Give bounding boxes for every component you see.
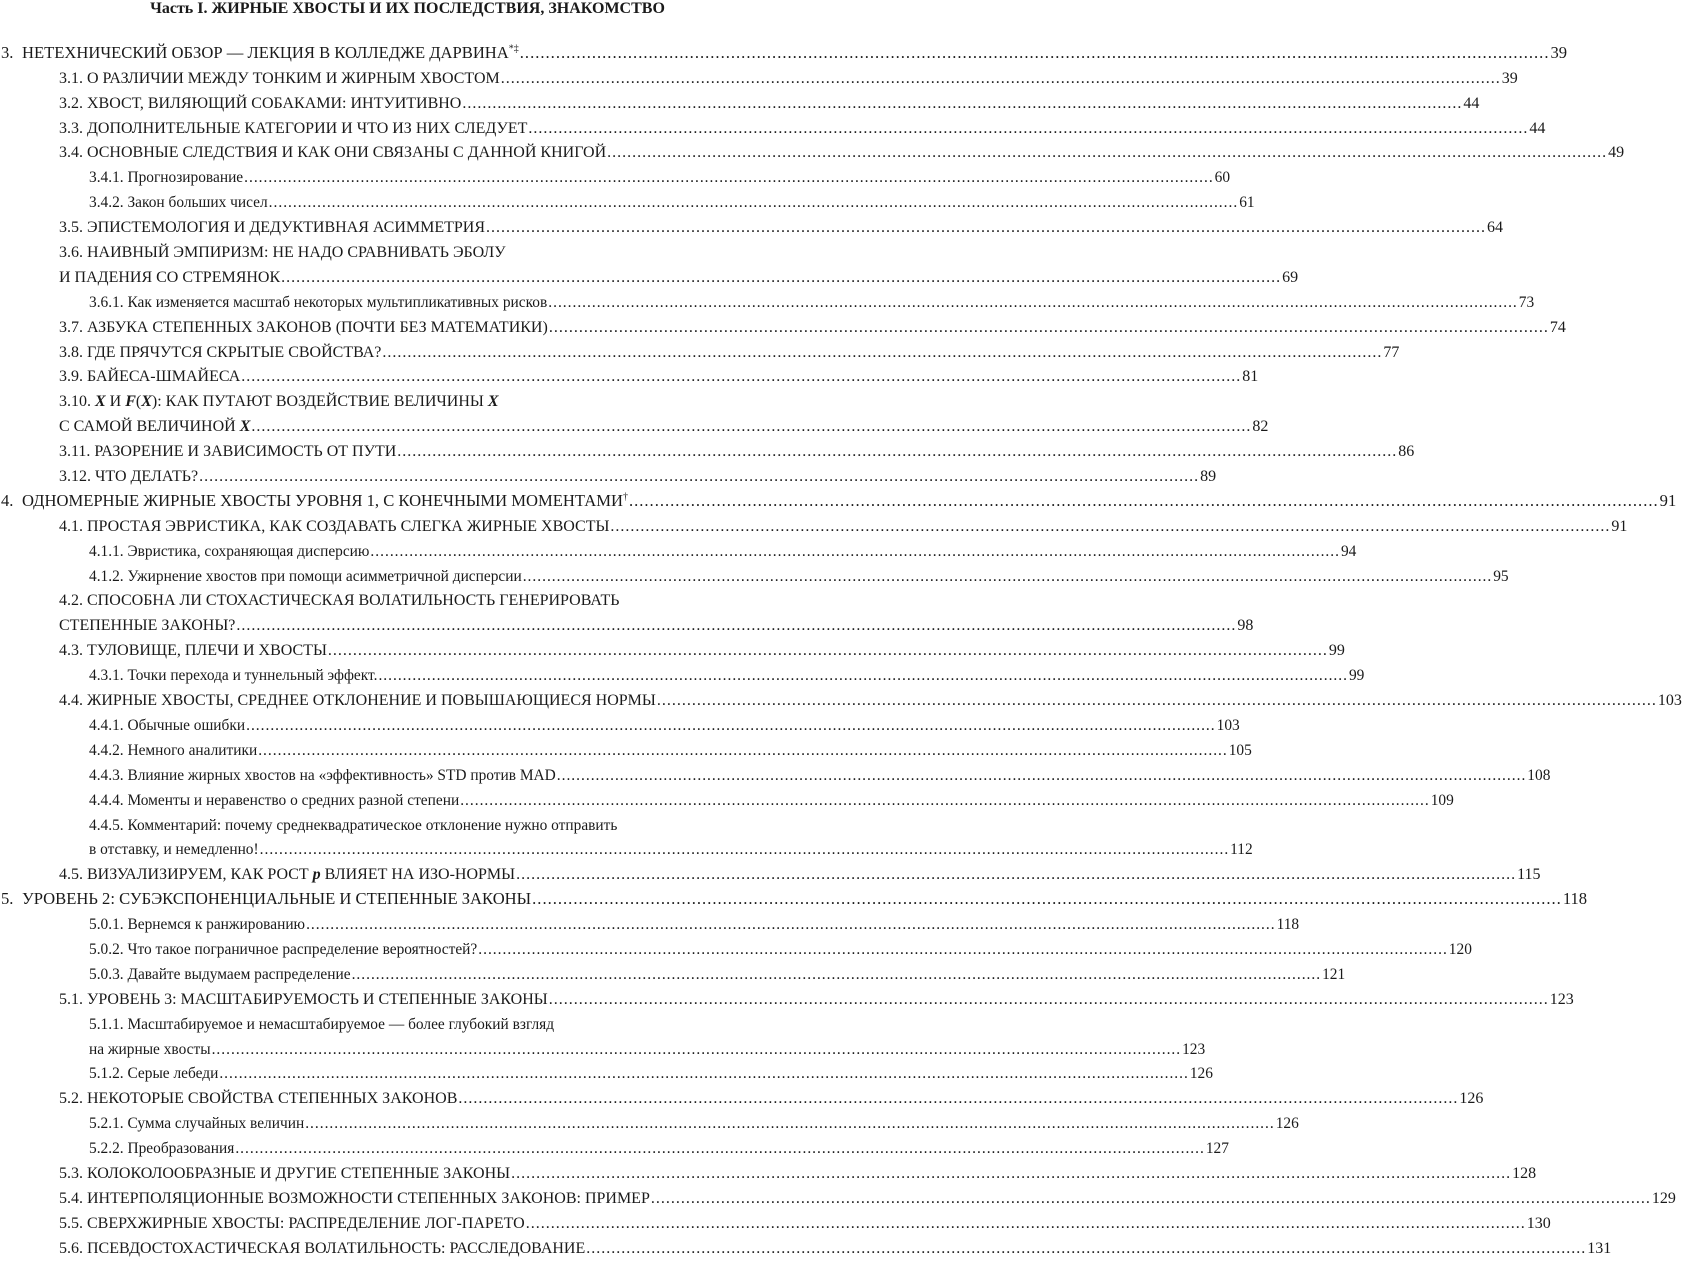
toc-entry[interactable] (0, 1233, 1612, 1258)
toc-entry-title (89, 966, 351, 984)
title-fragment: С САМОЙ ВЕЛИЧИНОЙ (59, 418, 240, 436)
dot-leader: ........................................................................................................................................................................................................ (478, 940, 1448, 958)
toc-entry[interactable] (0, 63, 1518, 88)
toc-entry[interactable] (0, 362, 1259, 387)
dot-leader: ........................................................................................................................................................................................................ (610, 517, 1611, 535)
toc-entry-title (1, 43, 519, 63)
title-text: 4.2. СПОСОБНА ЛИ СТОХАСТИЧЕСКАЯ ВОЛАТИЛЬНОСТЬ ГЕНЕРИРОВАТЬ (59, 592, 620, 610)
toc-entry[interactable] (0, 586, 815, 611)
toc-entry[interactable] (0, 1208, 1551, 1233)
title-text: 4.4.1. Обычные ошибки (89, 716, 246, 734)
title-text: 3.12. ЧТО ДЕЛАТЬ? (59, 468, 199, 486)
title-text: 3.11. РАЗОРЕНИЕ И ЗАВИСИМОСТЬ ОТ ПУТИ (59, 443, 397, 461)
toc-entry-title (1, 889, 531, 909)
toc-entry-title (59, 443, 396, 461)
toc-entry[interactable] (0, 785, 1454, 810)
dot-leader: ........................................................................................................................................................................................................ (251, 418, 1252, 436)
page-number: 129 (1651, 1189, 1676, 1207)
toc-entry-title (89, 1016, 554, 1034)
toc-entry-title (59, 70, 500, 88)
title-text: 5.5. СВЕРХЖИРНЫЕ ХВОСТЫ: РАСПРЕДЕЛЕНИЕ ЛОГ-ПАРЕТО (59, 1214, 525, 1232)
page-number: 69 (1282, 268, 1299, 286)
toc-entry[interactable] (0, 212, 1503, 237)
dot-leader: ........................................................................................................................................................................................................ (522, 567, 1493, 585)
page-number: 115 (1517, 866, 1541, 884)
toc-entry-title (89, 1065, 218, 1083)
page-number: 108 (1527, 766, 1551, 784)
title-text: 4.4.5. Комментарий: почему среднеквадратическое отклонение нужно отправить (89, 816, 618, 834)
title-fragment: И (105, 393, 126, 411)
toc-entry-title (89, 294, 547, 312)
title-text: 4.4.4. Моменты и неравенство о средних разной степени (89, 791, 460, 809)
page-number: 73 (1518, 293, 1535, 311)
table-of-contents (0, 38, 1682, 1258)
dot-leader: ........................................................................................................................................................................................................ (258, 741, 1228, 759)
page-number: 91 (1611, 517, 1628, 535)
toc-entry[interactable] (0, 685, 1682, 710)
page-number: 105 (1228, 741, 1252, 759)
title-text: 3.2. ХВОСТ, ВИЛЯЮЩИЙ СОБАКАМИ: ИНТУИТИВНО (59, 94, 462, 112)
title-text: 3.6.1. Как изменяется масштаб некоторых мультипликативных рисков (89, 293, 548, 311)
dot-leader: ........................................................................................................................................................................................................ (281, 268, 1282, 286)
dot-leader: ........................................................................................................................................................................................................ (486, 219, 1486, 237)
toc-entry[interactable] (0, 959, 1346, 984)
dot-leader: ........................................................................................................................................................................................................ (244, 169, 1214, 187)
toc-entry-title (59, 692, 656, 710)
toc-entry[interactable] (0, 337, 1400, 362)
toc-entry[interactable] (0, 810, 815, 835)
toc-entry[interactable] (0, 710, 1240, 735)
toc-entry[interactable] (0, 735, 1252, 760)
page-number: 131 (1587, 1239, 1612, 1257)
page-number: 77 (1383, 343, 1400, 361)
dot-leader: ........................................................................................................................................................................................................ (586, 1239, 1587, 1257)
title-fragment: ( (135, 393, 142, 411)
toc-entry-title (59, 866, 515, 884)
page-number: 109 (1430, 791, 1454, 809)
page-number: 89 (1200, 468, 1217, 486)
title-fragment: 4.5. ВИЗУАЛИЗИРУЕМ, КАК РОСТ (59, 866, 313, 884)
toc-entry-title (89, 1140, 234, 1158)
title-text: 5.2.2. Преобразования (89, 1140, 235, 1158)
page-number: 74 (1549, 318, 1566, 336)
dot-leader: ........................................................................................................................................................................................................ (370, 542, 1340, 560)
page-number: 103 (1216, 716, 1240, 734)
page-number: 91 (1659, 490, 1677, 510)
title-text: СТЕПЕННЫЕ ЗАКОНЫ? (59, 617, 236, 635)
dot-leader: ........................................................................................................................................................................................................ (628, 490, 1659, 510)
dot-leader: ........................................................................................................................................................................................................ (607, 144, 1608, 162)
toc-entry-title (59, 269, 280, 287)
title-text: 5.0.1. Вернемся к ранжированию (89, 916, 306, 934)
toc-entry[interactable] (0, 984, 1574, 1009)
toc-entry-title (59, 244, 506, 262)
page-number: 98 (1237, 617, 1254, 635)
dot-leader: ........................................................................................................................................................................................................ (458, 1090, 1459, 1108)
dot-leader: ........................................................................................................................................................................................................ (460, 791, 1430, 809)
title-text: 4.3.1. Точки перехода и туннельный эффект. (89, 667, 378, 685)
title-text: 5.1. УРОВЕНЬ 3: МАСШТАБИРУЕМОСТЬ И СТЕПЕННЫЕ ЗАКОНЫ (59, 990, 548, 1008)
title-text: 5.2.1. Сумма случайных величин (89, 1115, 305, 1133)
page-number: 118 (1276, 916, 1300, 934)
title-fragment: ВЛИЯЕТ НА ИЗО-НОРМЫ (320, 866, 516, 884)
toc-entry-title (1, 491, 628, 511)
toc-entry[interactable] (0, 113, 1546, 138)
toc-entry-title (89, 667, 377, 685)
toc-entry-title (59, 642, 327, 660)
toc-entry[interactable] (0, 162, 1231, 187)
toc-entry[interactable] (0, 859, 1541, 884)
dot-leader: ........................................................................................................................................................................................................ (548, 293, 1518, 311)
title-text: 5.2. НЕКОТОРЫЕ СВОЙСТВА СТЕПЕННЫХ ЗАКОНОВ (59, 1090, 458, 1108)
toc-entry[interactable] (0, 1108, 1299, 1133)
page-number: 126 (1459, 1090, 1484, 1108)
title-text: 3.8. ГДЕ ПРЯЧУТСЯ СКРЫТЫЕ СВОЙСТВА? (59, 343, 382, 361)
page-number: 121 (1322, 965, 1346, 983)
toc-entry[interactable] (0, 88, 1480, 113)
toc-entry-title (89, 841, 259, 859)
dot-leader: ........................................................................................................................................................................................................ (327, 642, 1328, 660)
title-text: 5.1.2. Серые лебеди (89, 1065, 219, 1083)
page-number: 81 (1242, 368, 1259, 386)
title-text: 5.4. ИНТЕРПОЛЯЦИОННЫЕ ВОЗМОЖНОСТИ СТЕПЕННЫХ ЗАКОНОВ: ПРИМЕР (59, 1189, 650, 1207)
toc-entry[interactable] (0, 1083, 1484, 1108)
page-number: 120 (1448, 940, 1472, 958)
page-number: 130 (1526, 1214, 1551, 1232)
chapter-number: 4. (1, 490, 14, 510)
dot-leader: ........................................................................................................................................................................................................ (241, 368, 1242, 386)
title-text: 4.4.3. Влияние жирных хвостов на «эффективность» STD против MAD (89, 766, 556, 784)
toc-entry-title (89, 742, 257, 760)
toc-entry-title (89, 1041, 211, 1059)
dot-leader: ........................................................................................................................................................................................................ (511, 1164, 1512, 1182)
math-variable: F (125, 393, 136, 411)
toc-entry[interactable] (0, 536, 1357, 561)
toc-entry[interactable] (0, 760, 1551, 785)
toc-entry-title (59, 468, 198, 486)
dot-leader: ........................................................................................................................................................................................................ (268, 194, 1239, 212)
math-variable: X (141, 393, 152, 411)
toc-entry-title (59, 393, 499, 411)
toc-entry[interactable] (0, 561, 1509, 586)
title-text: 5.0.3. Давайте выдумаем распределение (89, 965, 351, 983)
math-variable: X (239, 418, 251, 436)
page-number: 61 (1239, 194, 1255, 212)
dot-leader: ........................................................................................................................................................................................................ (528, 119, 1529, 137)
title-text: 3.9. БАЙЕСА-ШМАЙЕСА (59, 368, 241, 386)
toc-entry-title (89, 767, 556, 785)
title-text: НЕТЕХНИЧЕСКИЙ ОБЗОР — ЛЕКЦИЯ В КОЛЛЕДЖЕ ДАРВИНА (22, 42, 509, 62)
toc-entry[interactable] (0, 1034, 1206, 1059)
page-number: 44 (1529, 119, 1546, 137)
title-text: И ПАДЕНИЯ СО СТРЕМЯНОК (59, 268, 281, 286)
title-text: 4.1.1. Эвристика, сохраняющая дисперсию (89, 542, 370, 560)
dot-leader: ........................................................................................................................................................................................................ (351, 965, 1322, 983)
dot-leader: ........................................................................................................................................................................................................ (500, 69, 1501, 87)
title-text: 3.4. ОСНОВНЫЕ СЛЕДСТВИЯ И КАК ОНИ СВЯЗАНЫ С ДАННОЙ КНИГОЙ (59, 144, 607, 162)
toc-entry[interactable] (0, 1009, 815, 1034)
math-variable: X (95, 393, 106, 411)
page-number: 49 (1608, 144, 1625, 162)
toc-entry[interactable] (0, 884, 1588, 909)
toc-entry[interactable] (0, 436, 1415, 461)
dot-leader: ........................................................................................................................................................................................................ (525, 1214, 1526, 1232)
toc-entry-title (89, 169, 243, 187)
page-number: 123 (1182, 1040, 1206, 1058)
page-number: 128 (1512, 1164, 1537, 1182)
dot-leader: ........................................................................................................................................................................................................ (211, 1040, 1182, 1058)
dot-leader: ........................................................................................................................................................................................................ (650, 1189, 1651, 1207)
toc-entry-title (59, 1240, 585, 1258)
dot-leader: ........................................................................................................................................................................................................ (548, 990, 1549, 1008)
dot-leader: ........................................................................................................................................................................................................ (656, 692, 1657, 710)
toc-entry-title (59, 991, 548, 1009)
toc-entry[interactable] (0, 461, 1217, 486)
page-number: 39 (1550, 42, 1568, 62)
toc-entry[interactable] (0, 610, 1254, 635)
page-number: 126 (1275, 1115, 1299, 1133)
dot-leader: ........................................................................................................................................................................................................ (305, 1115, 1275, 1133)
toc-entry[interactable] (0, 138, 1625, 163)
toc-entry-title (89, 1115, 304, 1133)
title-text: в отставку, и немедленно! (89, 841, 259, 859)
toc-entry-title (59, 368, 240, 386)
title-text: 3.4.1. Прогнозирование (89, 169, 244, 187)
dot-leader: ........................................................................................................................................................................................................ (556, 766, 1527, 784)
title-text: 5.6. ПСЕВДОСТОХАСТИЧЕСКАЯ ВОЛАТИЛЬНОСТЬ: РАССЛЕДОВАНИЕ (59, 1239, 586, 1257)
toc-entry-title (89, 717, 245, 735)
toc-entry[interactable] (0, 287, 1535, 312)
toc-entry[interactable] (0, 635, 1345, 660)
toc-entry[interactable] (0, 1158, 1537, 1183)
toc-entry-title (59, 344, 381, 362)
dot-leader: ........................................................................................................................................................................................................ (235, 1140, 1205, 1158)
page-number: 118 (1562, 889, 1588, 909)
title-text: 3.6. НАИВНЫЙ ЭМПИРИЗМ: НЕ НАДО СРАВНИВАТЬ ЭБОЛУ (59, 244, 506, 262)
toc-entry[interactable] (0, 312, 1566, 337)
toc-entry-title (59, 319, 548, 337)
page-number: 94 (1340, 542, 1357, 560)
page-number: 60 (1214, 169, 1231, 187)
toc-entry-title (59, 418, 250, 436)
title-text: 5.1.1. Масштабируемое и немасштабируемое — более глубокий взгляд (89, 1015, 555, 1033)
chapter-number: 5. (1, 889, 14, 909)
toc-entry-title (59, 120, 527, 138)
dot-leader: ........................................................................................................................................................................................................ (246, 716, 1216, 734)
dot-leader: ........................................................................................................................................................................................................ (259, 841, 1230, 859)
toc-entry[interactable] (0, 38, 1568, 63)
toc-entry[interactable] (0, 486, 1677, 511)
toc-entry[interactable] (0, 934, 1472, 959)
page-number: 39 (1501, 69, 1518, 87)
title-text: 3.5. ЭПИСТЕМОЛОГИЯ И ДЕДУКТИВНАЯ АСИММЕТРИЯ (59, 219, 485, 237)
toc-entry[interactable] (0, 1183, 1676, 1208)
toc-entry-title (59, 617, 235, 635)
toc-entry[interactable] (0, 909, 1300, 934)
toc-entry-title (59, 144, 606, 162)
title-text: 5.0.2. Что такое пограничное распределение вероятностей? (89, 940, 478, 958)
toc-entry-title (89, 916, 305, 934)
toc-entry-title (89, 817, 617, 835)
toc-entry[interactable] (0, 411, 1269, 436)
title-text: 4.1. ПРОСТАЯ ЭВРИСТИКА, КАК СОЗДАВАТЬ СЛЕГКА ЖИРНЫЕ ХВОСТЫ (59, 517, 610, 535)
title-text: ОДНОМЕРНЫЕ ЖИРНЫЕ ХВОСТЫ УРОВНЯ 1, С КОНЕЧНЫМИ МОМЕНТАМИ (22, 490, 623, 510)
title-text: УРОВЕНЬ 2: СУБЭКСПОНЕНЦИАЛЬНЫЕ И СТЕПЕННЫЕ ЗАКОНЫ (22, 889, 532, 909)
toc-entry-title (59, 1090, 457, 1108)
toc-entry-title (59, 592, 619, 610)
dot-leader: ........................................................................................................................................................................................................ (236, 617, 1237, 635)
toc-entry-title (89, 792, 459, 810)
dot-leader: ........................................................................................................................................................................................................ (219, 1065, 1189, 1083)
title-text: 3.1. О РАЗЛИЧИИ МЕЖДУ ТОНКИМ И ЖИРНЫМ ХВОСТОМ (59, 69, 500, 87)
toc-entry-title (89, 941, 477, 959)
title-fragment: ): КАК ПУТАЮТ ВОЗДЕЙСТВИЕ ВЕЛИЧИНЫ (151, 393, 488, 411)
dot-leader: ........................................................................................................................................................................................................ (306, 916, 1276, 934)
toc-entry[interactable] (0, 1133, 1229, 1158)
toc-entry-title (59, 219, 485, 237)
page-number: 95 (1493, 567, 1509, 585)
toc-entry-title (59, 518, 609, 536)
page-number: 103 (1657, 692, 1682, 710)
page-number: 127 (1205, 1140, 1229, 1158)
toc-entry[interactable] (0, 187, 1255, 212)
dot-leader: ........................................................................................................................................................................................................ (397, 443, 1398, 461)
dot-leader: ........................................................................................................................................................................................................ (519, 42, 1550, 62)
chapter-number: 3. (1, 42, 14, 62)
dot-leader: ........................................................................................................................................................................................................ (378, 667, 1348, 685)
dot-leader: ........................................................................................................................................................................................................ (548, 318, 1549, 336)
toc-entry[interactable] (0, 386, 815, 411)
page-number: 112 (1230, 841, 1253, 859)
title-text: 3.4.2. Закон больших чисел (89, 194, 268, 212)
title-text: на жирные хвосты (89, 1040, 211, 1058)
page-number: 64 (1487, 219, 1503, 237)
toc-entry[interactable] (0, 1059, 1213, 1084)
math-variable: p (312, 866, 321, 884)
toc-entry-title (59, 1165, 510, 1183)
title-text: 4.4. ЖИРНЫЕ ХВОСТЫ, СРЕДНЕЕ ОТКЛОНЕНИЕ И ПОВЫШАЮЩИЕСЯ НОРМЫ (59, 692, 656, 710)
title-text: 4.3. ТУЛОВИЩЕ, ПЛЕЧИ И ХВОСТЫ (59, 642, 327, 660)
page-number: 44 (1463, 94, 1480, 112)
title-text: 3.3. ДОПОЛНИТЕЛЬНЫЕ КАТЕГОРИИ И ЧТО ИЗ НИХ СЛЕДУЕТ (59, 119, 528, 137)
footnote-mark: *‡ (508, 43, 519, 55)
title-text: 3.7. АЗБУКА СТЕПЕННЫХ ЗАКОНОВ (ПОЧТИ БЕЗ МАТЕМАТИКИ) (59, 318, 548, 336)
dot-leader: ........................................................................................................................................................................................................ (462, 94, 1463, 112)
toc-entry[interactable] (0, 835, 1253, 860)
toc-entry[interactable] (0, 237, 815, 262)
dot-leader: ........................................................................................................................................................................................................ (516, 866, 1517, 884)
toc-entry-title (59, 1190, 650, 1208)
math-variable: X (487, 393, 499, 411)
page-number: 99 (1328, 642, 1345, 660)
page-number: 82 (1252, 418, 1269, 436)
page-number: 99 (1348, 667, 1365, 685)
toc-entry-title (89, 194, 268, 212)
toc-entry-title (59, 1215, 525, 1233)
page-number: 123 (1549, 990, 1574, 1008)
title-text: 4.4.2. Немного аналитики (89, 741, 258, 759)
toc-entry-title (59, 95, 461, 113)
footnote-mark: † (622, 491, 628, 503)
toc-entry-title (89, 543, 369, 561)
dot-leader: ........................................................................................................................................................................................................ (199, 468, 1200, 486)
dot-leader: ........................................................................................................................................................................................................ (532, 889, 1562, 909)
toc-entry-title (89, 568, 522, 586)
title-text: 4.1.2. Ужирнение хвостов при помощи асимметричной дисперсии (89, 567, 522, 585)
page-number: 126 (1189, 1065, 1213, 1083)
toc-entry[interactable] (0, 511, 1628, 536)
part-title: Часть I. ЖИРНЫЕ ХВОСТЫ И ИХ ПОСЛЕДСТВИЯ, ЗНАКОМСТВО (150, 0, 665, 17)
dot-leader: ........................................................................................................................................................................................................ (382, 343, 1383, 361)
toc-entry[interactable] (0, 262, 1299, 287)
title-text: 5.3. КОЛОКОЛООБРАЗНЫЕ И ДРУГИЕ СТЕПЕННЫЕ ЗАКОНЫ (59, 1164, 511, 1182)
page-number: 86 (1398, 443, 1415, 461)
toc-entry[interactable] (0, 660, 1365, 685)
title-fragment: 3.10. (59, 393, 95, 411)
